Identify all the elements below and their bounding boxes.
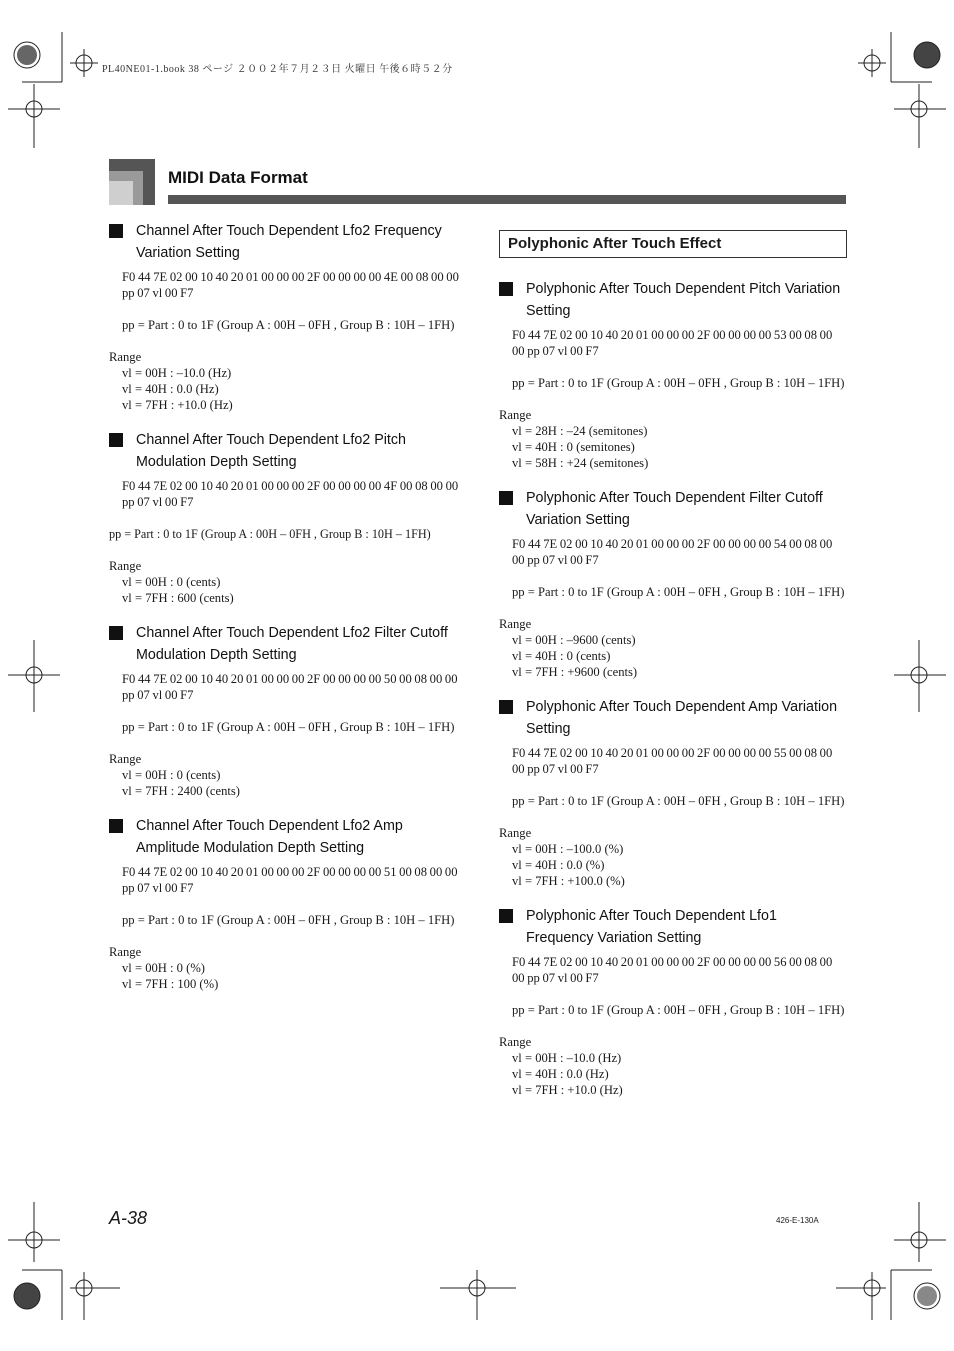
range-label: Range <box>109 752 142 766</box>
sysex-message: F0 44 7E 02 00 10 40 20 01 00 00 00 2F 00 00 00 00 51 00 08 00 00 pp 07 vl 00 F7 <box>122 865 458 895</box>
left-column <box>109 220 459 1008</box>
setting-item <box>499 278 847 471</box>
part-description: pp = Part : 0 to 1F (Group A : 00H – 0FH , Group B : 10H – 1FH) <box>512 376 845 390</box>
setting-title: Polyphonic After Touch Dependent Lfo1 Frequency Variation Setting <box>499 905 847 949</box>
setting-item <box>499 696 847 889</box>
sysex-message: F0 44 7E 02 00 10 40 20 01 00 00 00 2F 00 00 00 00 55 00 08 00 00 pp 07 vl 00 F7 <box>512 746 833 776</box>
bullet-square-icon <box>109 819 123 833</box>
part-description: pp = Part : 0 to 1F (Group A : 00H – 0FH , Group B : 10H – 1FH) <box>122 720 455 734</box>
range-value: vl = 00H : –10.0 (Hz) <box>512 1051 622 1065</box>
setting-title: Channel After Touch Dependent Lfo2 Frequency Variation Setting <box>109 220 459 264</box>
range-value: vl = 00H : 0 (cents) <box>122 768 221 782</box>
bullet-square-icon <box>499 282 513 296</box>
range-value: vl = 00H : –100.0 (%) <box>512 842 624 856</box>
print-info-line: PL40NE01-1.book 38 ページ ２００２年７月２３日 火曜日 午後６時５２分 <box>102 64 453 75</box>
document-code: 426-E-130A <box>776 1216 819 1225</box>
range-value: vl = 00H : 0 (%) <box>122 961 206 975</box>
setting-title: Channel After Touch Dependent Lfo2 Pitch Modulation Depth Setting <box>109 429 459 473</box>
sysex-message: F0 44 7E 02 00 10 40 20 01 00 00 00 2F 00 00 00 00 56 00 08 00 00 pp 07 vl 00 F7 <box>512 955 833 985</box>
setting-title: Channel After Touch Dependent Lfo2 Filter Cutoff Modulation Depth Setting <box>109 622 459 666</box>
part-description: pp = Part : 0 to 1F (Group A : 00H – 0FH , Group B : 10H – 1FH) <box>109 527 431 541</box>
bullet-square-icon <box>499 491 513 505</box>
range-value: vl = 28H : –24 (semitones) <box>512 424 648 438</box>
range-value: vl = 40H : 0.0 (Hz) <box>122 382 219 396</box>
bullet-square-icon <box>499 909 513 923</box>
setting-title: Polyphonic After Touch Dependent Amp Variation Setting <box>499 696 847 740</box>
sysex-message: F0 44 7E 02 00 10 40 20 01 00 00 00 2F 00 00 00 00 4E 00 08 00 00 pp 07 vl 00 F7 <box>122 270 459 300</box>
right-column <box>499 230 847 1114</box>
setting-item <box>499 487 847 680</box>
part-description: pp = Part : 0 to 1F (Group A : 00H – 0FH , Group B : 10H – 1FH) <box>122 318 455 332</box>
page-number: A-38 <box>109 1208 148 1228</box>
range-value: vl = 40H : 0.0 (Hz) <box>512 1067 609 1081</box>
bullet-square-icon <box>109 626 123 640</box>
range-value: vl = 7FH : +9600 (cents) <box>512 665 638 679</box>
part-description: pp = Part : 0 to 1F (Group A : 00H – 0FH , Group B : 10H – 1FH) <box>512 1003 845 1017</box>
range-value: vl = 7FH : 600 (cents) <box>122 591 234 605</box>
range-label: Range <box>499 408 532 422</box>
part-description: pp = Part : 0 to 1F (Group A : 00H – 0FH , Group B : 10H – 1FH) <box>122 913 455 927</box>
bullet-square-icon <box>109 224 123 238</box>
setting-title: Channel After Touch Dependent Lfo2 Amp Amplitude Modulation Depth Setting <box>109 815 459 859</box>
sysex-message: F0 44 7E 02 00 10 40 20 01 00 00 00 2F 00 00 00 00 54 00 08 00 00 pp 07 vl 00 F7 <box>512 537 833 567</box>
range-value: vl = 40H : 0.0 (%) <box>512 858 605 872</box>
sysex-message: F0 44 7E 02 00 10 40 20 01 00 00 00 2F 00 00 00 00 4F 00 08 00 00 pp 07 vl 00 F7 <box>122 479 459 509</box>
page-title: MIDI Data Format <box>168 168 308 187</box>
range-value: vl = 00H : –10.0 (Hz) <box>122 366 232 380</box>
header-bar <box>168 195 846 204</box>
range-label: Range <box>499 617 532 631</box>
bullet-square-icon <box>499 700 513 714</box>
bullet-square-icon <box>109 433 123 447</box>
range-value: vl = 00H : 0 (cents) <box>122 575 221 589</box>
part-description: pp = Part : 0 to 1F (Group A : 00H – 0FH , Group B : 10H – 1FH) <box>512 794 845 808</box>
setting-title: Polyphonic After Touch Dependent Pitch Variation Setting <box>499 278 847 322</box>
range-label: Range <box>499 1035 532 1049</box>
range-value: vl = 58H : +24 (semitones) <box>512 456 649 470</box>
header-decoration <box>109 159 155 205</box>
range-value: vl = 40H : 0 (cents) <box>512 649 611 663</box>
part-description: pp = Part : 0 to 1F (Group A : 00H – 0FH , Group B : 10H – 1FH) <box>512 585 845 599</box>
range-value: vl = 7FH : 2400 (cents) <box>122 784 240 798</box>
range-value: vl = 00H : –9600 (cents) <box>512 633 636 647</box>
range-label: Range <box>109 350 142 364</box>
range-value: vl = 7FH : 100 (%) <box>122 977 219 991</box>
setting-item <box>109 815 459 992</box>
range-value: vl = 40H : 0 (semitones) <box>512 440 635 454</box>
setting-item <box>109 429 459 606</box>
range-label: Range <box>109 945 142 959</box>
range-value: vl = 7FH : +10.0 (Hz) <box>512 1083 623 1097</box>
setting-item <box>499 905 847 1098</box>
sysex-message: F0 44 7E 02 00 10 40 20 01 00 00 00 2F 00 00 00 00 50 00 08 00 00 pp 07 vl 00 F7 <box>122 672 458 702</box>
range-label: Range <box>499 826 532 840</box>
setting-item <box>109 622 459 799</box>
setting-item <box>109 220 459 413</box>
range-value: vl = 7FH : +10.0 (Hz) <box>122 398 233 412</box>
range-label: Range <box>109 559 142 573</box>
setting-title: Polyphonic After Touch Dependent Filter Cutoff Variation Setting <box>499 487 847 531</box>
range-value: vl = 7FH : +100.0 (%) <box>512 874 625 888</box>
sysex-message: F0 44 7E 02 00 10 40 20 01 00 00 00 2F 00 00 00 00 53 00 08 00 00 pp 07 vl 00 F7 <box>512 328 833 358</box>
section-heading: Polyphonic After Touch Effect <box>499 230 847 258</box>
